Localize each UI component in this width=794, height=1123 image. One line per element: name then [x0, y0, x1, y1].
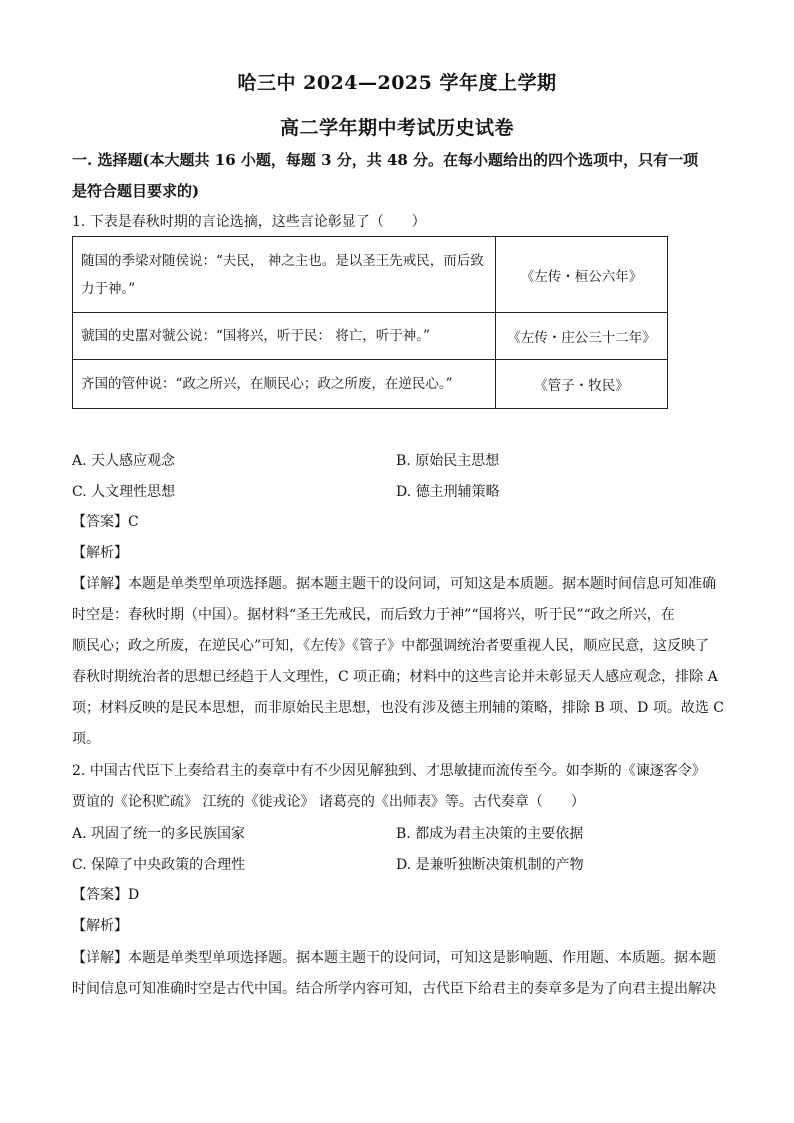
exam-subtitle: 高二学年期中考试历史试卷 [279, 117, 514, 139]
quote-cell: 虢国的史嚚对虢公说：“国将兴，听于民： 将亡，听于神。” [73, 313, 496, 360]
q2-stem-line: 2. 中国古代臣下上奏给君主的奏章中有不少因见解独到、才思敏捷而流传至今。如李斯的《谏逐客令》 [72, 763, 706, 779]
table-row [73, 237, 668, 313]
q1-detail-line: 项。 [72, 731, 100, 747]
q2-option-b: B. 都成为君主决策的主要依据 [396, 826, 584, 842]
q1-stem: 1. 下表是春秋时期的言论选摘，这些言论彰显了（ ） [72, 214, 426, 230]
q1-option-c: C. 人文理性思想 [72, 484, 176, 500]
exam-title: 哈三中 2024—2025 学年度上学期 [237, 72, 557, 94]
q1-detail-line: 春秋时期统治者的思想已经趋于人文理性，C 项正确；材料中的这些言论并未彰显天人感应观念，排除 A [72, 669, 718, 685]
q2-detail-line: 时间信息可知准确时空是古代中国。结合所学内容可知，古代臣下给君主的奏章多是为了向君主提出解决 [72, 981, 716, 997]
table-row [73, 360, 668, 409]
q1-detail-line: 时空是：春秋时期（中国）。据材料“圣王先戒民，而后致力于神”“国将兴，听于民”“政之所兴，在 [72, 607, 675, 623]
quote-cell: 随国的季梁对随侯说：“夫民， 神之主也。是以圣王先戒民，而后致力于神。” [73, 237, 496, 313]
q2-analysis-label: 【解析】 [72, 918, 128, 934]
q2-detail-line: 【详解】本题是单类型单项选择题。据本题主题干的设问词，可知这是影响题、作用题、本质题。据本题 [72, 950, 716, 966]
source-cell: 《管子・牧民》 [496, 360, 668, 409]
table-row [73, 313, 668, 360]
q2-option-a: A. 巩固了统一的多民族国家 [72, 826, 246, 842]
q1-detail-line: 项；材料反映的是民本思想，而非原始民主思想，也没有涉及德主刑辅的策略，排除 B 项、D 项。故选 C [72, 700, 725, 716]
q1-quote-table [72, 236, 668, 409]
source-cell: 《左传・桓公六年》 [496, 237, 668, 313]
q1-option-b: B. 原始民主思想 [396, 453, 500, 469]
q2-stem-line: 贾谊的《论积贮疏》 江统的《徙戎论》 诸葛亮的《出师表》等。古代奏章（ ） [72, 794, 585, 810]
section-heading-line2: 是符合题目要求的) [72, 182, 200, 200]
section-heading-line1: 一. 选择题(本大题共 16 小题，每题 3 分，共 48 分。在每小题给出的四个选项中，只有一项 [72, 151, 699, 169]
q1-detail-line: 顺民心；政之所废，在逆民心”可知，《左传》《管子》中都强调统治者要重视人民，顺应民意，这反映了 [72, 638, 710, 654]
source-cell: 《左传・庄公三十二年》 [496, 313, 668, 360]
q1-detail-line: 【详解】本题是单类型单项选择题。据本题主题干的设问词，可知这是本质题。据本题时间信息可知准确 [72, 576, 716, 592]
q1-analysis-label: 【解析】 [72, 545, 128, 561]
q1-option-a: A. 天人感应观念 [72, 453, 176, 469]
quote-cell: 齐国的管仲说：“政之所兴，在顺民心；政之所废，在逆民心。” [73, 360, 496, 409]
q1-answer: 【答案】C [72, 514, 139, 530]
q2-option-d: D. 是兼听独断决策机制的产物 [396, 857, 584, 873]
q2-option-c: C. 保障了中央政策的合理性 [72, 857, 246, 873]
q1-option-d: D. 德主刑辅策略 [396, 484, 500, 500]
q2-answer: 【答案】D [72, 887, 140, 903]
